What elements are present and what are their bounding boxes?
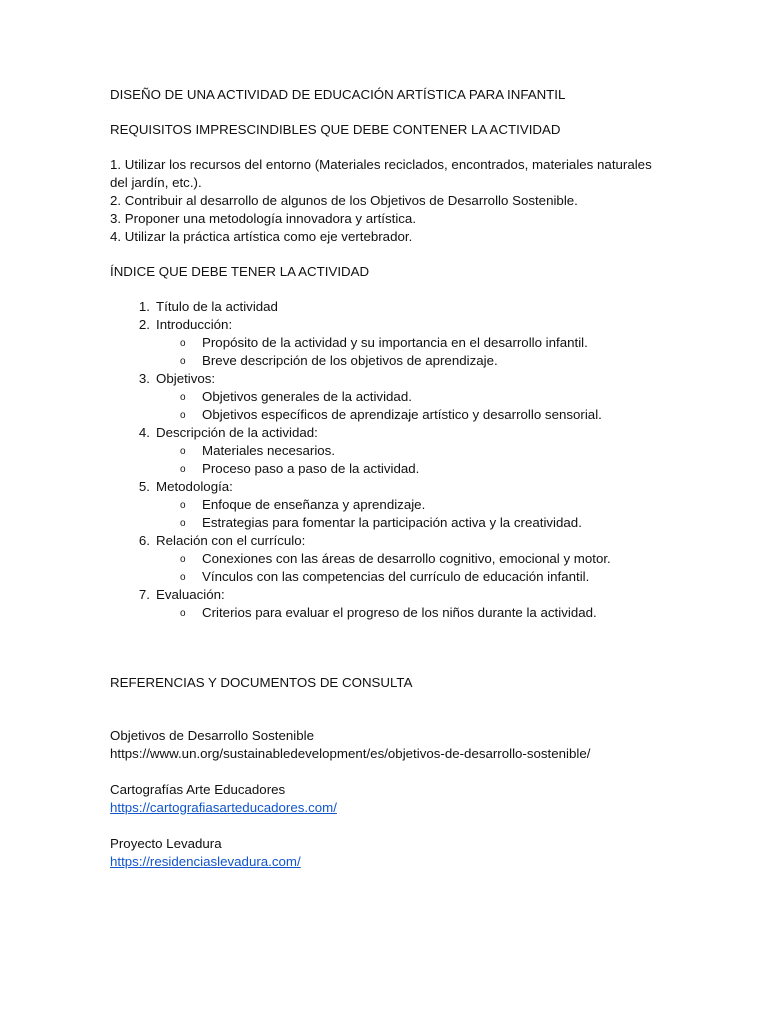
index-item — [110, 586, 670, 622]
index-sublist — [156, 388, 670, 424]
requirement-item: 2. Contribuir al desarrollo de algunos de los Objetivos de Desarrollo Sostenible. — [110, 193, 578, 208]
index-subitem — [156, 352, 670, 370]
index-subitem — [156, 406, 670, 424]
bullet-icon: o — [180, 410, 186, 421]
index-sublist — [156, 604, 670, 622]
index-subitem-text: Propósito de la actividad y su importancia en el desarrollo infantil. — [202, 335, 588, 350]
index-item-number: 1. — [138, 299, 150, 314]
reference-url: https://www.un.org/sustainabledevelopment/es/objetivos-de-desarrollo-sostenible/ — [110, 746, 591, 761]
requirement-item: 3. Proponer una metodología innovadora y artística. — [110, 211, 417, 226]
reference-link[interactable]: https://residenciaslevadura.com/ — [110, 854, 301, 869]
reference-link[interactable]: https://cartografiasarteducadores.com/ — [110, 800, 337, 815]
index-item-number: 7. — [138, 587, 150, 602]
index-subitem — [156, 550, 670, 568]
index-sublist — [156, 550, 670, 586]
index-subitem-text: Conexiones con las áreas de desarrollo cognitivo, emocional y motor. — [202, 551, 611, 566]
index-subitem — [156, 460, 670, 478]
index-subitem — [156, 496, 670, 514]
requirement-item: 4. Utilizar la práctica artística como eje vertebrador. — [110, 229, 413, 244]
index-item — [110, 532, 670, 586]
index-subitem-text: Criterios para evaluar el progreso de los niños durante la actividad. — [202, 605, 597, 620]
index-subitem-text: Objetivos generales de la actividad. — [202, 389, 412, 404]
requirements-heading: REQUISITOS IMPRESCINDIBLES QUE DEBE CONTENER LA ACTIVIDAD — [110, 122, 561, 137]
index-subitem — [156, 514, 670, 532]
bullet-icon: o — [180, 518, 186, 529]
references-heading: REFERENCIAS Y DOCUMENTOS DE CONSULTA — [110, 675, 413, 690]
index-item-number: 6. — [138, 533, 150, 548]
index-sublist — [156, 442, 670, 478]
index-item-label: Introducción: — [156, 317, 233, 332]
index-item-label: Título de la actividad — [156, 299, 278, 314]
index-subitem — [156, 388, 670, 406]
index-subitem-text: Materiales necesarios. — [202, 443, 336, 458]
reference-name: Cartografías Arte Educadores — [110, 782, 286, 797]
index-subitem-text: Breve descripción de los objetivos de aprendizaje. — [202, 353, 498, 368]
bullet-icon: o — [180, 572, 186, 583]
index-sublist — [156, 496, 670, 532]
index-list — [110, 298, 670, 622]
index-item-label: Evaluación: — [156, 587, 225, 602]
bullet-icon: o — [180, 554, 186, 565]
index-subitem-text: Enfoque de enseñanza y aprendizaje. — [202, 497, 426, 512]
bullet-icon: o — [180, 608, 186, 619]
bullet-icon: o — [180, 500, 186, 511]
index-item — [110, 298, 670, 316]
index-subitem-text: Vínculos con las competencias del currículo de educación infantil. — [202, 569, 590, 584]
index-item-label: Metodología: — [156, 479, 233, 494]
index-item-number: 4. — [138, 425, 150, 440]
requirements-list — [110, 156, 670, 246]
reference-entry — [110, 727, 670, 763]
reference-entry — [110, 781, 670, 817]
index-item-number: 5. — [138, 479, 150, 494]
index-subitem — [156, 568, 670, 586]
index-item-number: 3. — [138, 371, 150, 386]
index-item-label: Objetivos: — [156, 371, 216, 386]
index-item — [110, 478, 670, 532]
index-subitem — [156, 334, 670, 352]
index-subitem-text: Estrategias para fomentar la participación activa y la creatividad. — [202, 515, 582, 530]
index-heading: ÍNDICE QUE DEBE TENER LA ACTIVIDAD — [110, 264, 370, 279]
document-page — [110, 86, 670, 871]
index-subitem-text: Proceso paso a paso de la actividad. — [202, 461, 420, 476]
bullet-icon: o — [180, 392, 186, 403]
document-title: DISEÑO DE UNA ACTIVIDAD DE EDUCACIÓN ARTÍSTICA PARA INFANTIL — [110, 87, 566, 102]
index-item — [110, 424, 670, 478]
index-item — [110, 370, 670, 424]
index-sublist — [156, 334, 670, 370]
bullet-icon: o — [180, 446, 186, 457]
bullet-icon: o — [180, 356, 186, 367]
reference-entry — [110, 835, 670, 871]
bullet-icon: o — [180, 338, 186, 349]
index-subitem — [156, 604, 670, 622]
requirement-item: 1. Utilizar los recursos del entorno (Materiales reciclados, encontrados, materiales naturales del jardín, etc.). — [110, 157, 652, 190]
index-item-label: Descripción de la actividad: — [156, 425, 318, 440]
reference-name: Objetivos de Desarrollo Sostenible — [110, 728, 314, 743]
index-subitem-text: Objetivos específicos de aprendizaje artístico y desarrollo sensorial. — [202, 407, 602, 422]
bullet-icon: o — [180, 464, 186, 475]
reference-name: Proyecto Levadura — [110, 836, 222, 851]
index-item-label: Relación con el currículo: — [156, 533, 306, 548]
index-item — [110, 316, 670, 370]
index-subitem — [156, 442, 670, 460]
index-item-number: 2. — [138, 317, 150, 332]
